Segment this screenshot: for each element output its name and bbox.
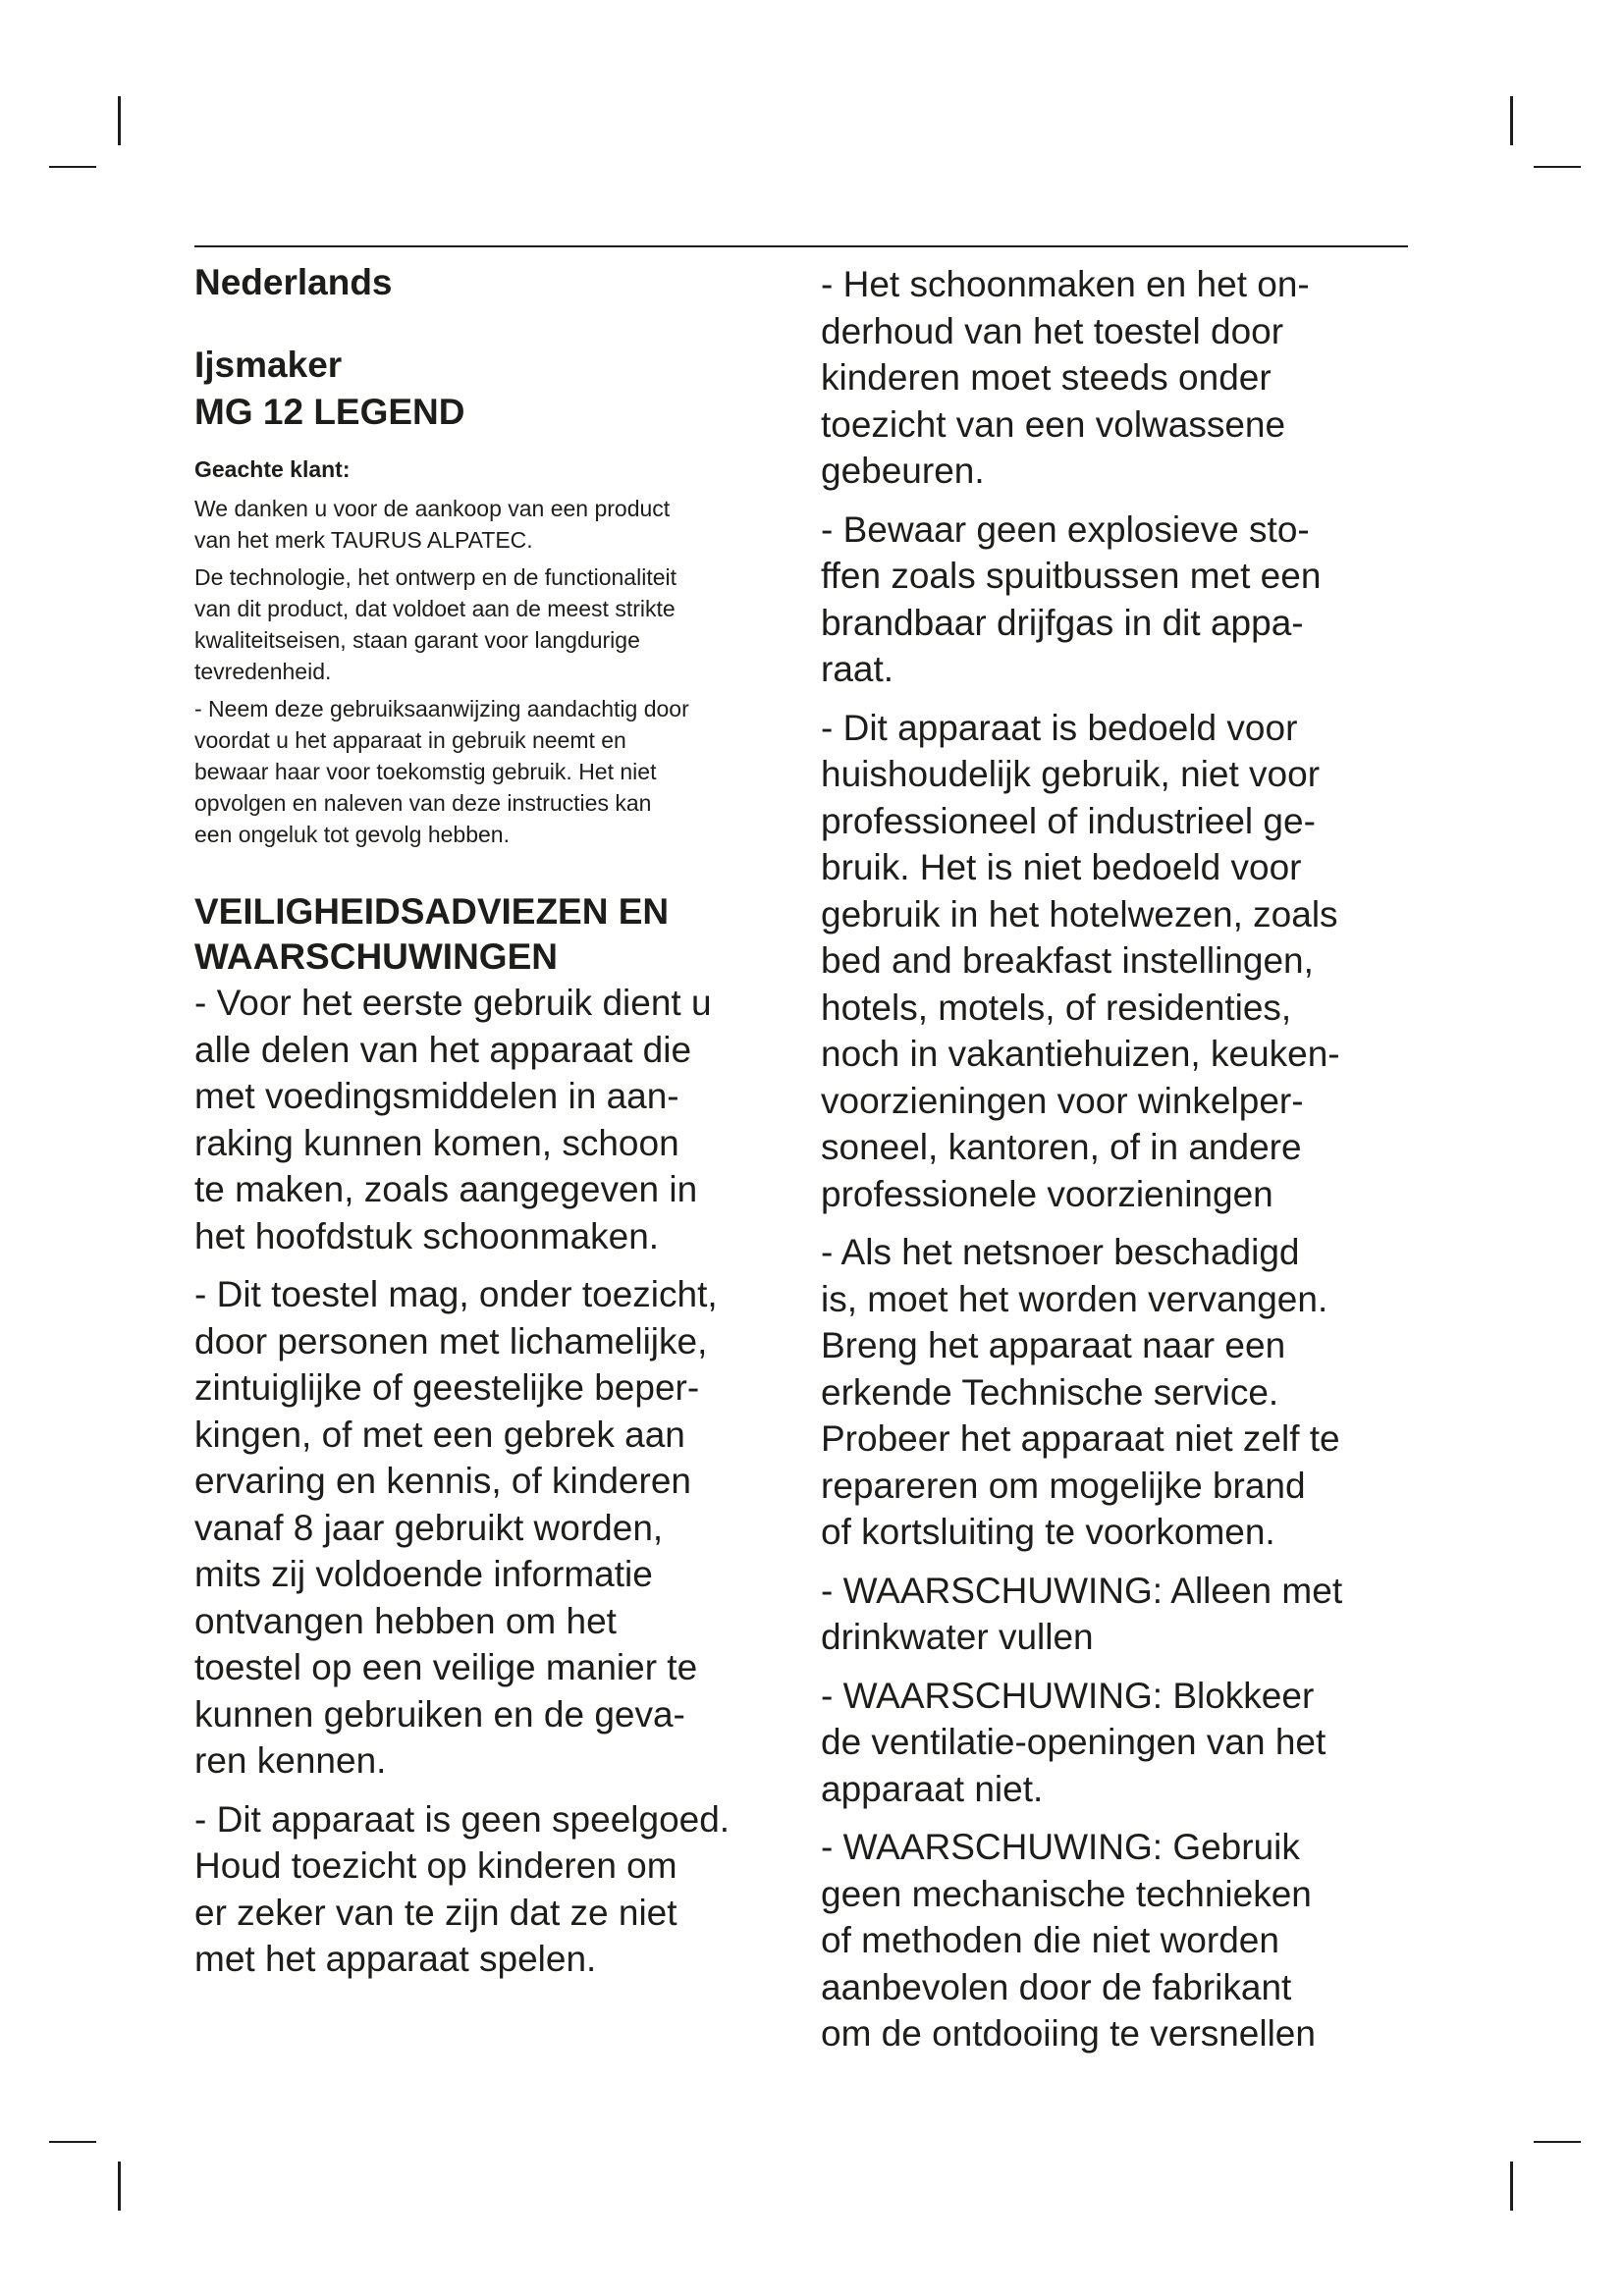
product-model: MG 12 LEGEND	[194, 392, 465, 432]
intro-paragraph-1: We danken u voor de aankoop van een product van het merk TAURUS ALPATEC.	[194, 496, 671, 553]
crop-mark-bottom-left-horizontal	[49, 2141, 96, 2143]
intro-note: - Neem deze gebruiksaanwijzing aandachtig door voordat u het apparaat in gebruik neemt en bewaar haar voor toekomstig gebruik. Het niet opvolgen en naleven van deze instructies kan een ongeluk tot gevolg hebben.	[194, 696, 689, 847]
safety-item: - WAARSCHUWING: Blokkeer de ventilatie-openingen van het apparaat niet.	[821, 1675, 1326, 1809]
safety-item: - WAARSCHUWING: Alleen met drinkwater vullen	[821, 1570, 1343, 1657]
safety-section-title: VEILIGHEIDSADVIEZEN EN WAARSCHUWINGEN	[194, 891, 670, 977]
safety-item: - Voor het eerste gebruik dient u alle delen van het apparaat die met voedingsmiddelen in aan- raking kunnen komen, schoon te maken, zoals aangegeven in het hoofdstuk schoonmaken.	[194, 983, 712, 1256]
safety-item: - WAARSCHUWING: Gebruik geen mechanische technieken of methoden die niet worden aanbevolen door de fabrikant om de ontdooiing te versnellen	[821, 1827, 1316, 2054]
language-title: Nederlands	[194, 262, 393, 302]
crop-mark-top-right-horizontal	[1534, 166, 1581, 168]
safety-item: - Bewaar geen explosieve sto- ffen zoals spuitbussen met een brandbaar drijfgas in dit appa- raat.	[821, 508, 1322, 689]
safety-item: - Dit apparaat is geen speelgoed. Houd toezicht op kinderen om er zeker van te zijn dat ze niet met het apparaat spelen.	[194, 1798, 731, 1979]
crop-mark-bottom-right-horizontal	[1534, 2141, 1581, 2143]
header-rule	[194, 245, 1408, 247]
safety-item: - Dit toestel mag, onder toezicht, door personen met lichamelijke, zintuiglijke of geestelijke beper- kingen, of met een gebrek aan ervaring en kennis, of kinderen vanaf 8 jaar gebruikt worden, mits zij voldoende informatie ontvangen hebben om het toestel op een veilige manier te kunnen gebruiken en de geva- ren kennen.	[194, 1274, 718, 1781]
product-type: Ijsmaker	[194, 345, 343, 385]
left-column	[194, 261, 784, 1995]
safety-list-left	[194, 980, 784, 1983]
safety-item: - Het schoonmaken en het on- derhoud van het toestel door kinderen moet steeds onder toezicht van een volwassene gebeuren.	[821, 264, 1310, 491]
greeting: Geachte klant:	[194, 456, 351, 482]
right-column	[821, 261, 1410, 2069]
crop-mark-bottom-right-vertical	[1510, 2162, 1513, 2211]
intro-paragraph-2: De technologie, het ontwerp en de functionaliteit van dit product, dat voldoet aan de meest strikte kwaliteitseisen, staan garant voor langdurige tevredenheid.	[194, 564, 677, 684]
crop-mark-top-left-horizontal	[49, 166, 96, 168]
crop-mark-bottom-left-vertical	[118, 2162, 121, 2211]
product-title	[194, 342, 784, 436]
crop-mark-top-right-vertical	[1510, 96, 1513, 145]
safety-list-right	[821, 261, 1410, 2057]
safety-item: - Als het netsnoer beschadigd is, moet het worden vervangen. Breng het apparaat naar een erkende Technische service. Probeer het apparaat niet zelf te repareren om mogelijke brand of kortsluiting te voorkomen.	[821, 1232, 1340, 1552]
crop-mark-top-left-vertical	[118, 96, 121, 145]
safety-item: - Dit apparaat is bedoeld voor huishoudelijk gebruik, niet voor professioneel of industrieel ge- bruik. Het is niet bedoeld voor gebruik in het hotelwezen, zoals bed and breakfast instellingen, hotels, motels, of residenties, noch in vakantiehuizen, keuken- voorzieningen voor winkelper- soneel, kantoren, of in andere professionele voorzieningen	[821, 707, 1340, 1214]
